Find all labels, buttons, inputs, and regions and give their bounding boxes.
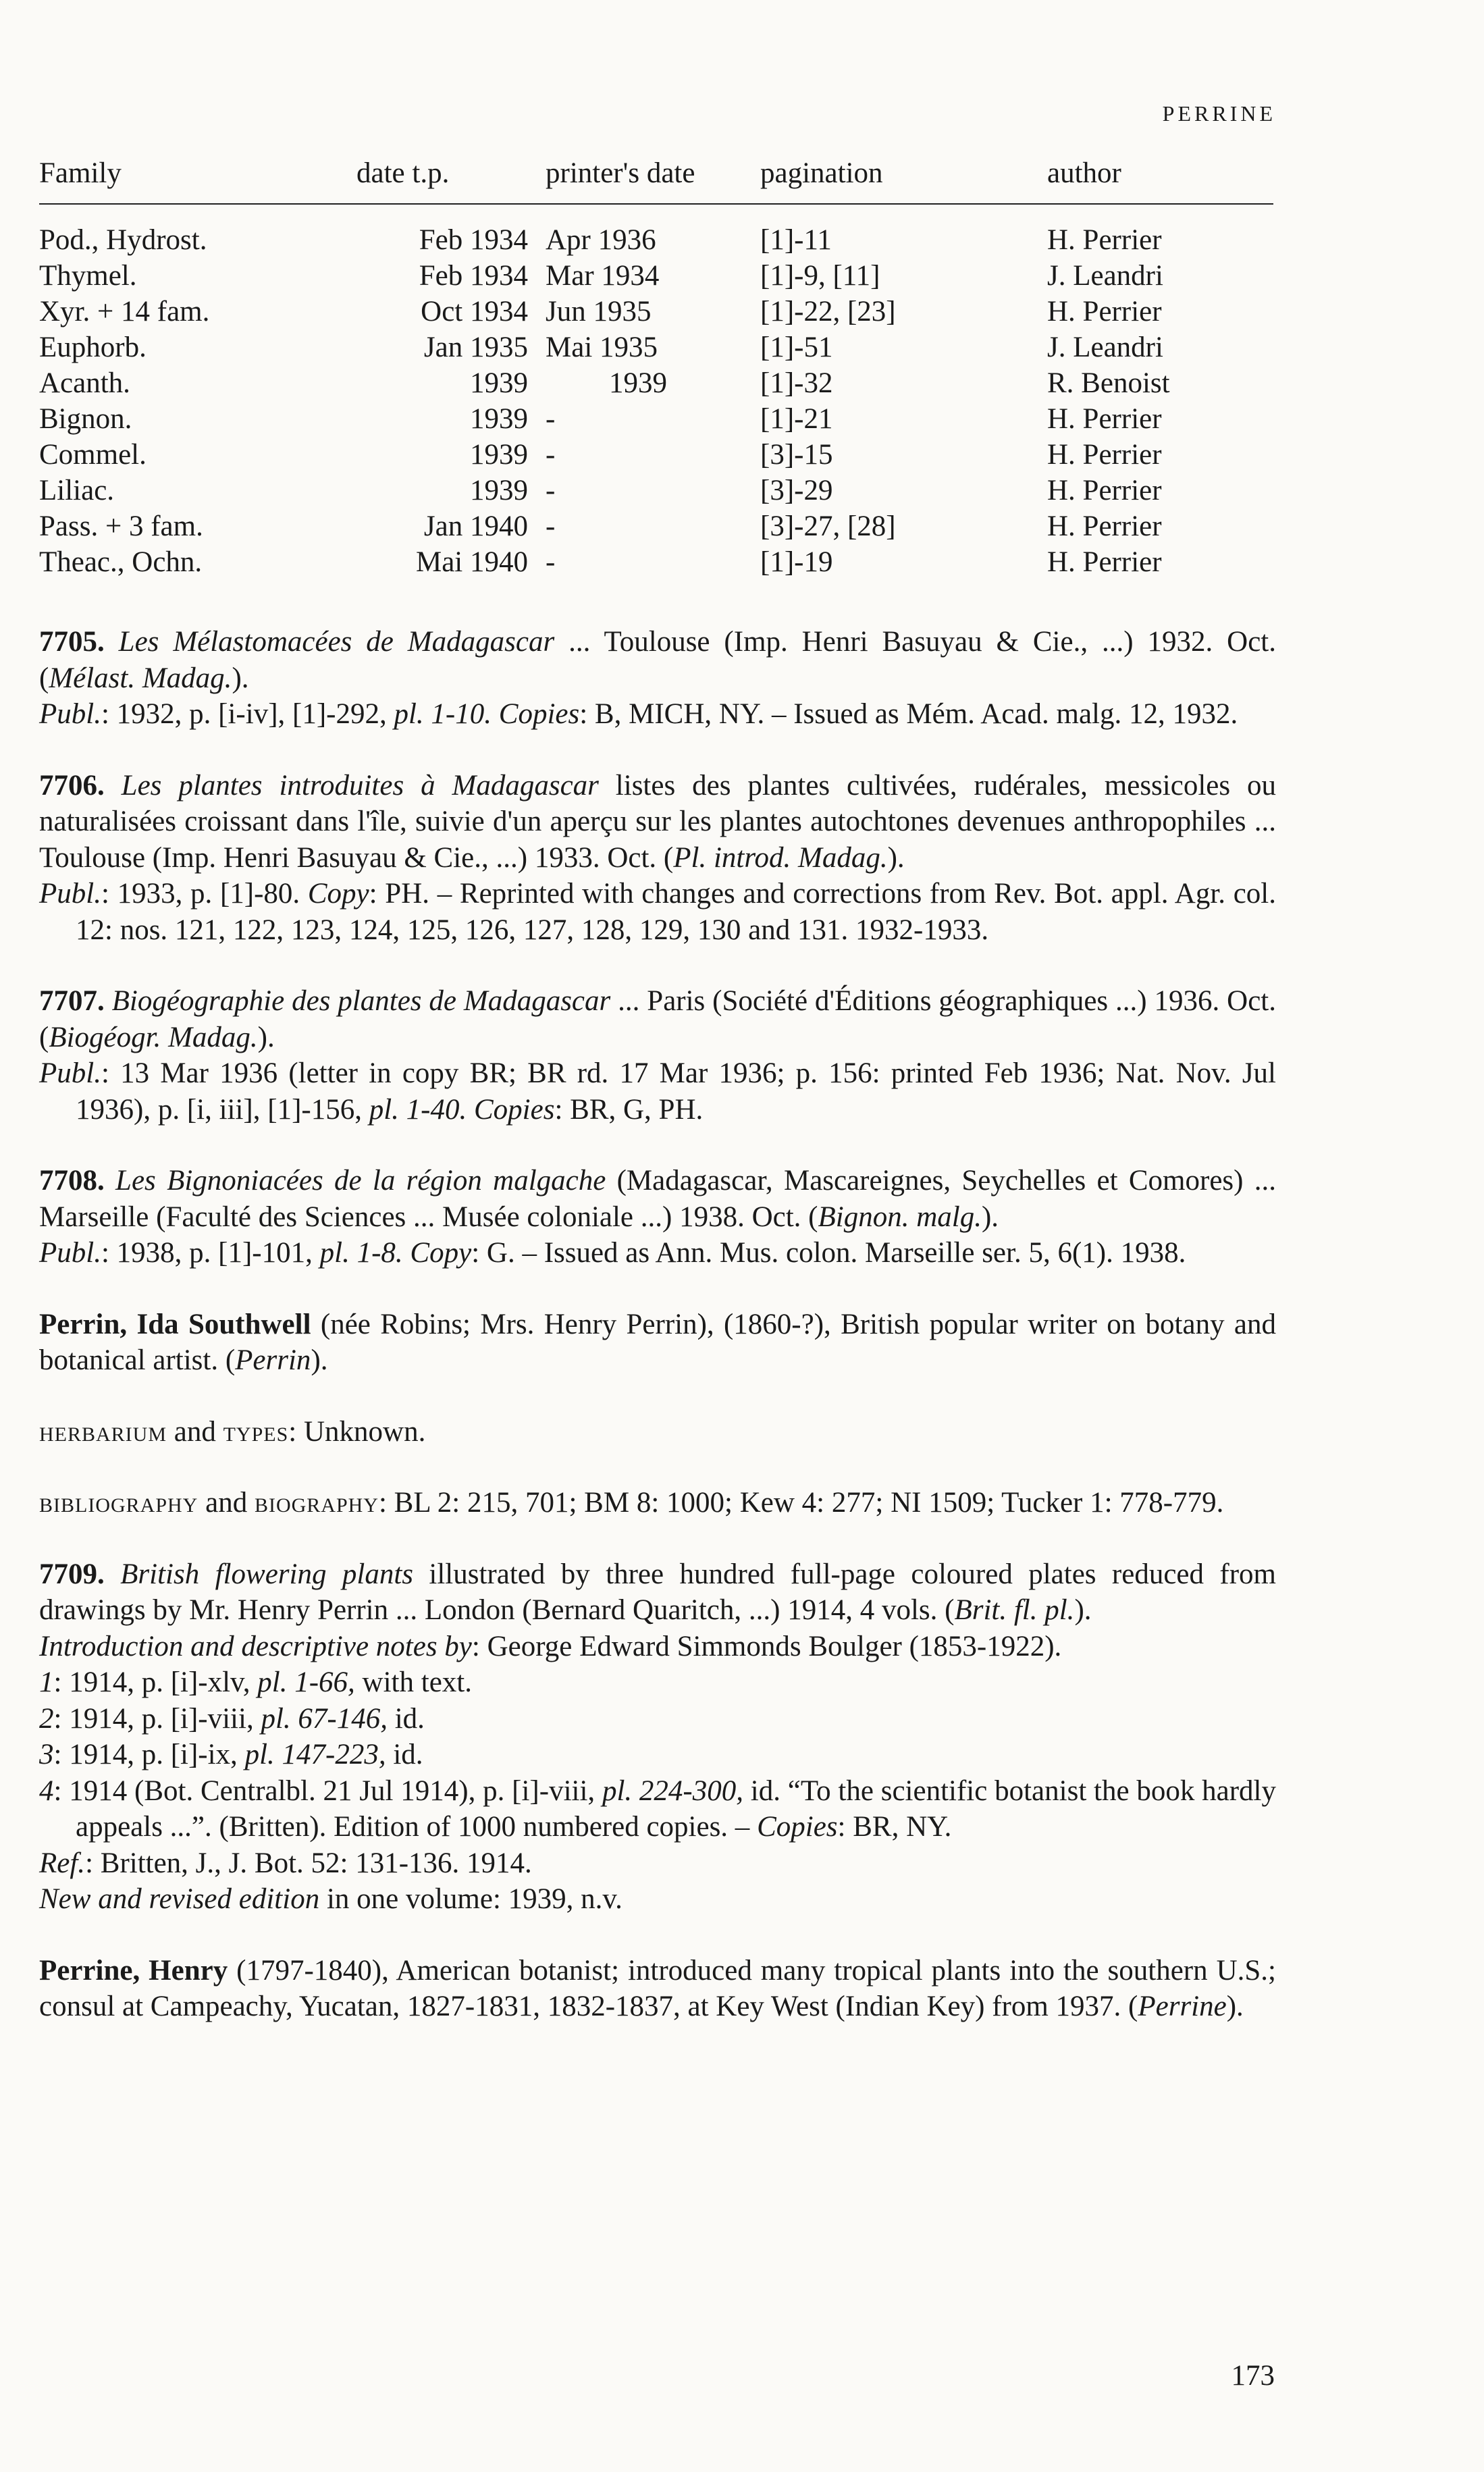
table-row xyxy=(39,330,1273,365)
entry-imprint: (Madagascar, Mascareignes, Seychelles et Comores) ... Marseille (Faculté des Sciences ... Musée coloniale ...) 1938. Oct. ( xyxy=(39,1165,1276,1233)
types-label: types xyxy=(223,1415,289,1448)
header-printers-date: printer's date xyxy=(546,155,760,204)
volume-text: : 1914, p. [i]-viii, xyxy=(53,1702,261,1735)
volume-4 xyxy=(39,1773,1276,1845)
entry-7708 xyxy=(39,1163,1276,1271)
cell-printers-date: - xyxy=(546,510,556,542)
volume-3 xyxy=(39,1737,1276,1773)
page-number: 173 xyxy=(1231,2360,1275,2392)
cell-family: Pass. + 3 fam. xyxy=(39,510,203,542)
cell-author: J. Leandri xyxy=(1047,260,1163,292)
ref-text: : Britten, J., J. Bot. 52: 131-136. 1914. xyxy=(85,1847,532,1879)
cell-pagination: [1]-11 xyxy=(760,224,832,256)
cell-author: R. Benoist xyxy=(1047,367,1170,399)
cell-family: Liliac. xyxy=(39,475,115,506)
cell-family: Euphorb. xyxy=(39,332,147,363)
cell-date-tp: 1939 xyxy=(470,367,528,399)
table-row xyxy=(39,473,1273,508)
volume-number: 3 xyxy=(39,1739,54,1770)
copies-label: Copies xyxy=(498,698,580,730)
cell-author: H. Perrier xyxy=(1047,296,1162,327)
cell-date-tp: Oct 1934 xyxy=(421,296,528,327)
entry-7706 xyxy=(39,768,1276,949)
volume-number: 1 xyxy=(39,1666,54,1698)
copies-label: Copies xyxy=(757,1811,838,1843)
table-row xyxy=(39,437,1273,473)
cell-date-tp: Jan 1940 xyxy=(423,510,528,542)
header-family: Family xyxy=(39,155,331,204)
entry-reference xyxy=(39,1845,1276,1882)
cell-pagination: [3]-15 xyxy=(760,439,833,471)
entry-abbreviation: Brit. fl. pl. xyxy=(954,1594,1075,1626)
entry-close: ). xyxy=(887,841,905,874)
cell-printers-date: Mar 1934 xyxy=(546,260,660,292)
publ-text: : 1932, p. [i-iv], [1]-292, xyxy=(101,698,394,730)
cell-pagination: [1]-19 xyxy=(760,546,833,578)
entry-title: Les Bignoniacées de la région malgache xyxy=(115,1165,606,1196)
running-head: PERRINE xyxy=(1162,101,1276,126)
entry-title: Les plantes introduites à Madagascar xyxy=(121,769,599,801)
entry-citation xyxy=(39,1556,1276,1629)
header-pagination: pagination xyxy=(760,155,1047,204)
volume-1 xyxy=(39,1664,1276,1701)
publ-label: Publ. xyxy=(39,1237,101,1269)
publ-plates: pl. 1-10. xyxy=(394,698,492,730)
cell-printers-date: 1939 xyxy=(609,367,667,399)
author-name: Perrin, Ida Southwell xyxy=(39,1308,311,1340)
cell-printers-date: Mai 1935 xyxy=(546,332,658,363)
volume-note: id. “To the scientific botanist the book hardly appeals ...”. (Britten). Edition of 1000 numbered copies. – xyxy=(76,1774,1276,1843)
publ-label: Publ. xyxy=(39,698,101,730)
cell-printers-date: - xyxy=(546,403,556,435)
bibliography-text: : BL 2: 215, 701; BM 8: 1000; Kew 4: 277; NI 1509; Tucker 1: 778-779. xyxy=(378,1487,1224,1519)
cell-date-tp: Mai 1940 xyxy=(415,546,528,578)
volume-plates: pl. 1-66, xyxy=(257,1666,355,1698)
cell-author: H. Perrier xyxy=(1047,439,1162,471)
cell-pagination: [3]-27, [28] xyxy=(760,510,896,542)
entry-number: 7705. xyxy=(39,626,105,658)
table-header-row xyxy=(39,155,1273,204)
cell-author: H. Perrier xyxy=(1047,475,1162,506)
copies-label: Copies xyxy=(473,1093,555,1126)
publ-label: Publ. xyxy=(39,878,101,910)
volume-text: : 1914, p. [i]-ix, xyxy=(53,1739,245,1770)
author-bio: (née Robins; Mrs. Henry Perrin), (1860-?), British popular writer on botany and botanical artist. ( xyxy=(39,1308,1276,1376)
header-author: author xyxy=(1047,155,1273,204)
cell-pagination: [3]-29 xyxy=(760,475,833,506)
volume-note: with text. xyxy=(354,1666,472,1698)
author-abbreviation: Perrin xyxy=(235,1344,311,1376)
entry-publication xyxy=(39,1055,1276,1128)
bibliography-label: bibliography xyxy=(39,1487,198,1519)
author-name: Perrine, Henry xyxy=(39,1954,228,1987)
author-close: ). xyxy=(1226,1991,1244,2022)
cell-date-tp: Feb 1934 xyxy=(419,260,528,292)
author-paragraph xyxy=(39,1953,1276,2025)
cell-pagination: [1]-22, [23] xyxy=(760,296,896,327)
publ-label: Publ. xyxy=(39,1057,101,1089)
entry-title: Biogéographie des plantes de Madagascar xyxy=(111,985,611,1017)
author-abbreviation: Perrine xyxy=(1138,1991,1227,2022)
entry-number: 7706. xyxy=(39,769,105,801)
publ-text: : 13 Mar 1936 (letter in copy BR; BR rd. 17 Mar 1936; p. 156: printed Feb 1936; Nat. Nov. Jul 1936), p. [i, iii], [1]-156, xyxy=(76,1057,1276,1126)
cell-author: J. Leandri xyxy=(1047,332,1163,363)
publ-text-2: : BR, G, PH. xyxy=(554,1093,704,1126)
cell-printers-date: - xyxy=(546,439,556,471)
new-edition-label: New and revised edition xyxy=(39,1883,320,1915)
entry-abbreviation: Bignon. malg. xyxy=(818,1201,982,1233)
entry-publication xyxy=(39,1235,1276,1271)
volume-number: 4 xyxy=(39,1774,54,1807)
table-row xyxy=(39,294,1273,330)
header-date-tp: date t.p. xyxy=(331,155,546,204)
body-text xyxy=(39,624,1276,2060)
publ-text-2: : G. – Issued as Ann. Mus. colon. Marseille ser. 5, 6(1). 1938. xyxy=(471,1237,1186,1269)
herbarium-paragraph xyxy=(39,1414,1276,1450)
cell-family: Pod., Hydrost. xyxy=(39,224,207,256)
bibliography-note xyxy=(39,1485,1276,1521)
cell-date-tp: 1939 xyxy=(470,475,528,506)
author-perrin-ida xyxy=(39,1307,1276,1379)
cell-date-tp: 1939 xyxy=(470,403,528,435)
volume-plates: pl. 147-223, xyxy=(244,1739,386,1770)
entry-citation xyxy=(39,768,1276,876)
herbarium-label: herbarium xyxy=(39,1415,167,1448)
entry-close: ). xyxy=(981,1201,999,1233)
publ-plates: pl. 1-8. xyxy=(319,1237,403,1269)
volume-plates: pl. 224-300, xyxy=(602,1774,744,1807)
volume-2 xyxy=(39,1701,1276,1737)
cell-family: Xyr. + 14 fam. xyxy=(39,296,210,327)
publ-text: : 1933, p. [1]-80. xyxy=(101,878,308,910)
entry-title: Les Mélastomacées de Madagascar xyxy=(118,626,555,658)
publ-plates: pl. 1-40. xyxy=(369,1093,467,1126)
table-row xyxy=(39,544,1273,580)
entry-7707 xyxy=(39,983,1276,1128)
entry-number: 7707. xyxy=(39,985,105,1017)
publ-text-2: : PH. – Reprinted with changes and corrections from Rev. Bot. appl. Agr. col. 12: nos. 121, 122, 123, 124, 125, 126, 127, 128, 129, 130 and 131. 1932-1933. xyxy=(76,878,1276,946)
intro-text: : George Edward Simmonds Boulger (1853-1922). xyxy=(471,1630,1062,1662)
cell-author: H. Perrier xyxy=(1047,546,1162,578)
entry-imprint: ... Toulouse (Imp. Henri Basuyau & Cie., ...) 1932. Oct. ( xyxy=(39,626,1276,694)
cell-family: Bignon. xyxy=(39,403,132,435)
entry-7709 xyxy=(39,1556,1276,1918)
cell-printers-date: - xyxy=(546,475,556,506)
table-row xyxy=(39,508,1273,544)
cell-author: H. Perrier xyxy=(1047,403,1162,435)
intro-label: Introduction and descriptive notes by xyxy=(39,1630,472,1662)
author-close: ). xyxy=(311,1344,328,1376)
volume-text: : 1914, p. [i]-xlv, xyxy=(53,1666,258,1698)
cell-pagination: [1]-51 xyxy=(760,332,833,363)
entry-7705 xyxy=(39,624,1276,733)
entry-abbreviation: Biogéogr. Madag. xyxy=(49,1021,258,1053)
publ-text-2: : B, MICH, NY. – Issued as Mém. Acad. malg. 12, 1932. xyxy=(579,698,1238,730)
cell-pagination: [1]-9, [11] xyxy=(760,260,880,292)
cell-family: Commel. xyxy=(39,439,147,471)
table-row xyxy=(39,258,1273,294)
cell-family: Acanth. xyxy=(39,367,130,399)
entry-citation xyxy=(39,1163,1276,1235)
cell-family: Theac., Ochn. xyxy=(39,546,203,578)
entry-abbreviation: Pl. introd. Madag. xyxy=(673,841,888,874)
cell-author: H. Perrier xyxy=(1047,510,1162,542)
volume-plates: pl. 67-146, xyxy=(261,1702,388,1735)
cell-pagination: [1]-32 xyxy=(760,367,833,399)
author-paragraph xyxy=(39,1307,1276,1379)
biography-label: biography xyxy=(254,1487,379,1519)
entry-introduction xyxy=(39,1629,1276,1665)
bibliography-and: and xyxy=(198,1487,255,1519)
entry-abbreviation: Mélast. Madag. xyxy=(49,662,232,694)
entry-title: British flowering plants xyxy=(120,1558,413,1590)
entry-publication xyxy=(39,876,1276,948)
table-row xyxy=(39,401,1273,437)
author-perrine-henry xyxy=(39,1953,1276,2025)
cell-family: Thymel. xyxy=(39,260,137,292)
herbarium-text: : Unknown. xyxy=(288,1415,426,1448)
cell-date-tp: Jan 1935 xyxy=(423,332,528,363)
cell-author: H. Perrier xyxy=(1047,224,1162,256)
entry-imprint: ... Paris (Société d'Éditions géographiques ...) 1936. Oct. ( xyxy=(39,985,1276,1053)
entry-publication xyxy=(39,696,1276,733)
entry-number: 7709. xyxy=(39,1558,105,1590)
copies-text: : BR, NY. xyxy=(837,1811,952,1843)
copy-label: Copy xyxy=(410,1237,472,1269)
table-row xyxy=(39,365,1273,401)
herbarium-and: and xyxy=(167,1415,223,1448)
cell-printers-date: Jun 1935 xyxy=(546,296,652,327)
author-bio: (1797-1840), American botanist; introduced many tropical plants into the southern U.S.; consul at Campeachy, Yucatan, 1827-1831, 1832-1837, at Key West (Indian Key) from 1937. ( xyxy=(39,1954,1276,2022)
cell-printers-date: Apr 1936 xyxy=(546,224,656,256)
entry-imprint: listes des plantes cultivées, rudérales, messicoles ou naturalisées croissant dans l'île, suivie d'un aperçu sur les plantes autochtones devenues anthropophiles ... Toulouse (Imp. Henri Basuyau & Cie., ...) 1933. Oct. ( xyxy=(39,769,1276,874)
entry-citation xyxy=(39,624,1276,696)
volume-note: id. xyxy=(386,1739,423,1770)
entry-close: ). xyxy=(1074,1594,1092,1626)
volume-number: 2 xyxy=(39,1702,54,1735)
entry-imprint: illustrated by three hundred full-page coloured plates reduced from drawings by Mr. Henry Perrin ... London (Bernard Quaritch, ...) 1914, 4 vols. ( xyxy=(39,1558,1276,1626)
volume-note: id. xyxy=(387,1702,425,1735)
cell-printers-date: - xyxy=(546,546,556,578)
entry-number: 7708. xyxy=(39,1165,105,1196)
cell-date-tp: Feb 1934 xyxy=(419,224,528,256)
entry-close: ). xyxy=(257,1021,275,1053)
herbarium-note xyxy=(39,1414,1276,1450)
ref-label: Ref. xyxy=(39,1847,86,1879)
entry-new-edition xyxy=(39,1881,1276,1918)
copy-label: Copy xyxy=(307,878,369,910)
new-edition-text: in one volume: 1939, n.v. xyxy=(319,1883,622,1915)
entry-close: ). xyxy=(232,662,249,694)
table-row xyxy=(39,222,1273,258)
bibliography-paragraph xyxy=(39,1485,1276,1521)
cell-pagination: [1]-21 xyxy=(760,403,833,435)
publication-table xyxy=(39,155,1273,580)
volume-text: : 1914 (Bot. Centralbl. 21 Jul 1914), p. [i]-viii, xyxy=(53,1774,602,1807)
entry-citation xyxy=(39,983,1276,1055)
cell-date-tp: 1939 xyxy=(470,439,528,471)
publ-text: : 1938, p. [1]-101, xyxy=(101,1237,320,1269)
